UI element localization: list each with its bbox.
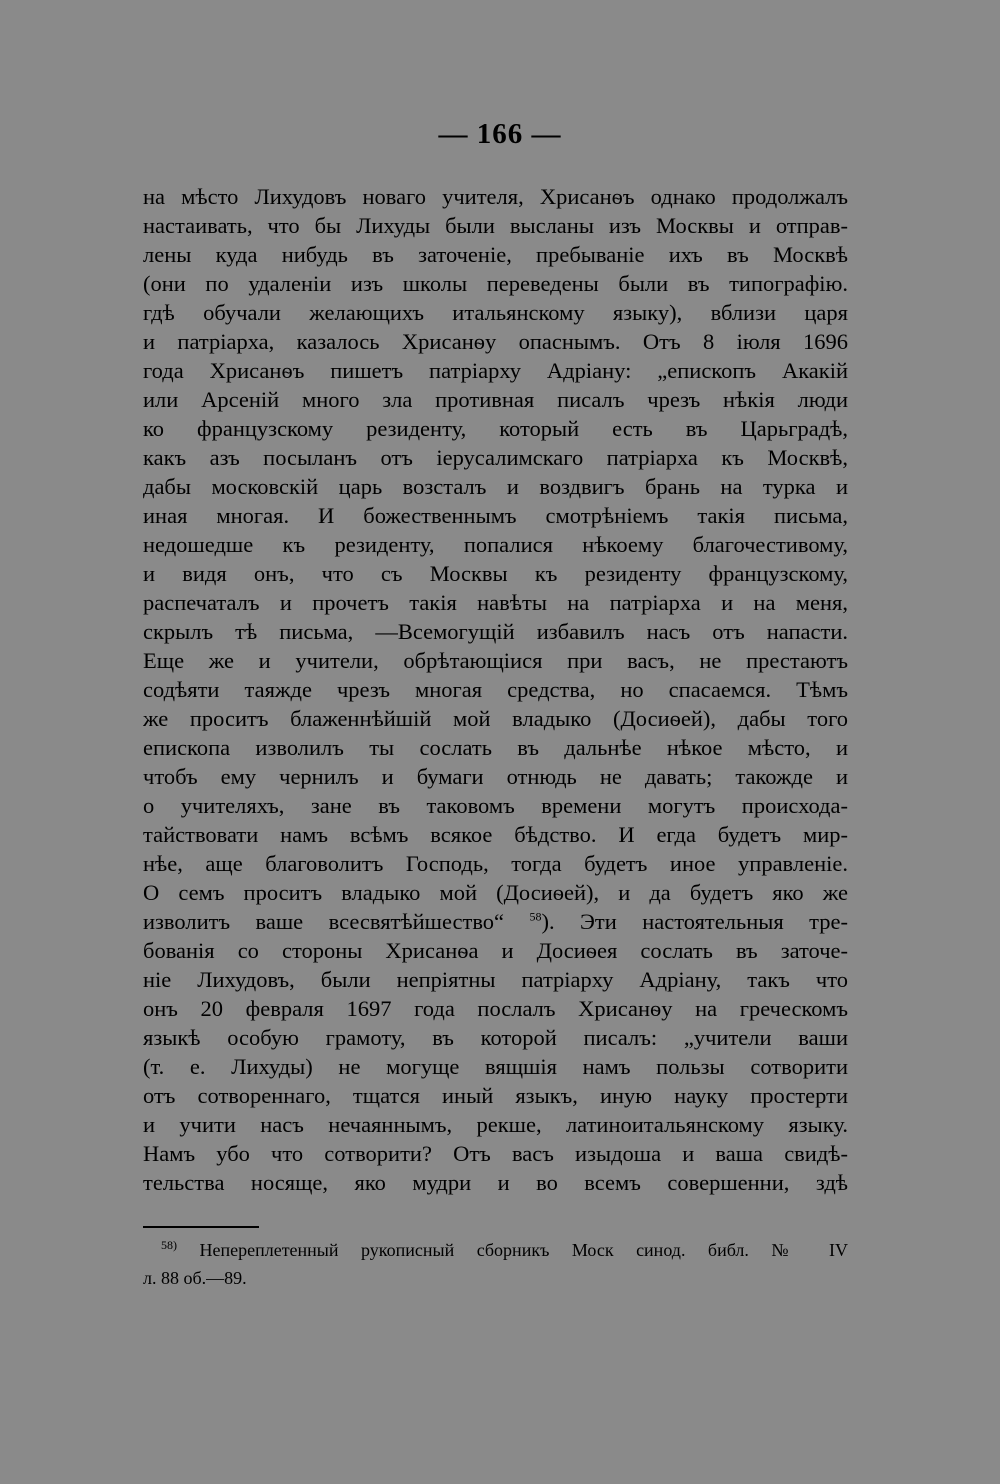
text-line: и патріарха, казалось Хрисанѳу опаснымъ. Отъ 8 іюля 1696 (143, 329, 848, 354)
text-line: же проситъ блаженнѣйшій мой владыко (Досиѳей), дабы того (143, 706, 848, 731)
text-line: Намъ убо что сотворити? Отъ васъ изыдоша и ваша свидѣ- (143, 1141, 848, 1166)
text-line: лены куда нибудь въ заточеніе, пребываніе ихъ въ Москвѣ (143, 242, 848, 267)
text-line: на мѣсто Лихудовъ новаго учителя, Хрисанѳъ однако продолжалъ (143, 184, 848, 209)
text-line: дабы московскій царь возсталъ и воздвигъ брань на турка и (143, 474, 848, 499)
footnote-reference: 58 (529, 909, 542, 924)
text-line: распечаталъ и прочетъ такія навѣты на патріарха и на меня, (143, 590, 848, 615)
text-line: года Хрисанѳъ пишетъ патріарху Адріану: „епископъ Акакій (143, 358, 848, 383)
text-line: ко французскому резиденту, который есть въ Царьградѣ, (143, 416, 848, 441)
text-line: или Арсеній много зла противная писалъ чрезъ нѣкія люди (143, 387, 848, 412)
text-line: О семъ проситъ владыко мой (Досиѳей), и да будетъ яко же (143, 880, 848, 905)
text-line: скрылъ тѣ письма, —Всемогущій избавилъ насъ отъ напасти. (143, 619, 848, 644)
text-line: настаивать, что бы Лихуды были высланы изъ Москвы и отправ- (143, 213, 848, 238)
text-line: иная многая. И божественнымъ смотрѣніемъ такія письма, (143, 503, 848, 528)
footnote-mark: 58) (161, 1238, 177, 1252)
text-line: недошедше къ резиденту, попалися нѣкоему благочестивому, (143, 532, 848, 557)
footnotes (143, 1236, 848, 1292)
page-number: — 166 — (438, 118, 562, 150)
body-text (143, 182, 848, 1197)
footnote-line-1 (143, 1236, 848, 1264)
text-segment: изволитъ ваше всесвятѣйшество“ (143, 909, 530, 934)
footnote-line-2: л. 88 об.—89. (143, 1268, 247, 1288)
text-line: языкѣ особую грамоту, въ которой писалъ: „учители ваши (143, 1025, 848, 1050)
text-segment: ). Эти настоятельныя тре- (541, 909, 848, 934)
text-line: Еще же и учители, обрѣтающіися при васъ, не престаютъ (143, 648, 848, 673)
footnote-divider (143, 1226, 259, 1228)
text-line: и видя онъ, что съ Москвы къ резиденту французскому, (143, 561, 848, 586)
text-line: о учителяхъ, зане въ таковомъ времени могутъ происхода- (143, 793, 848, 818)
text-line: отъ сотвореннаго, тщатся иный языкъ, иную науку простерти (143, 1083, 848, 1108)
text-line: гдѣ обучали желающихъ итальянскому языку), вблизи царя (143, 300, 848, 325)
text-line (143, 907, 848, 936)
text-line: и учити насъ нечаяннымъ, рекше, латиноитальянскому языку. (143, 1112, 848, 1137)
text-line: онъ 20 февраля 1697 года послалъ Хрисанѳу на греческомъ (143, 996, 848, 1021)
text-line: содѣяти таяжде чрезъ многая средства, но спасаемся. Тѣмъ (143, 677, 848, 702)
text-line: тайствовати намъ всѣмъ всякое бѣдство. И егда будетъ мир- (143, 822, 848, 847)
text-line: тельства носяще, яко мудри и во всемъ совершенни, здѣ (143, 1170, 848, 1195)
text-line: епископа изволилъ ты сослать въ дальнѣе нѣкое мѣсто, и (143, 735, 848, 760)
text-line: ніе Лихудовъ, были непріятны патріарху Адріану, такъ что (143, 967, 848, 992)
text-line: нѣе, аще благоволитъ Господь, тогда будетъ иное управленіе. (143, 851, 848, 876)
text-line: бованія со стороны Хрисанѳа и Досиѳея сослать въ заточе- (143, 938, 848, 963)
text-line: (они по удаленіи изъ школы переведены были въ типографію. (143, 271, 848, 296)
text-line: чтобъ ему чернилъ и бумаги отнюдь не давать; такожде и (143, 764, 848, 789)
footnote-text: Непереплетенный рукописный сборникъ Моск синод. библ. № IV (199, 1240, 848, 1260)
text-line: какъ азъ посыланъ отъ іерусалимскаго патріарха къ Москвѣ, (143, 445, 848, 470)
text-line: (т. е. Лихуды) не могуще вящшія намъ пользы сотворити (143, 1054, 848, 1079)
